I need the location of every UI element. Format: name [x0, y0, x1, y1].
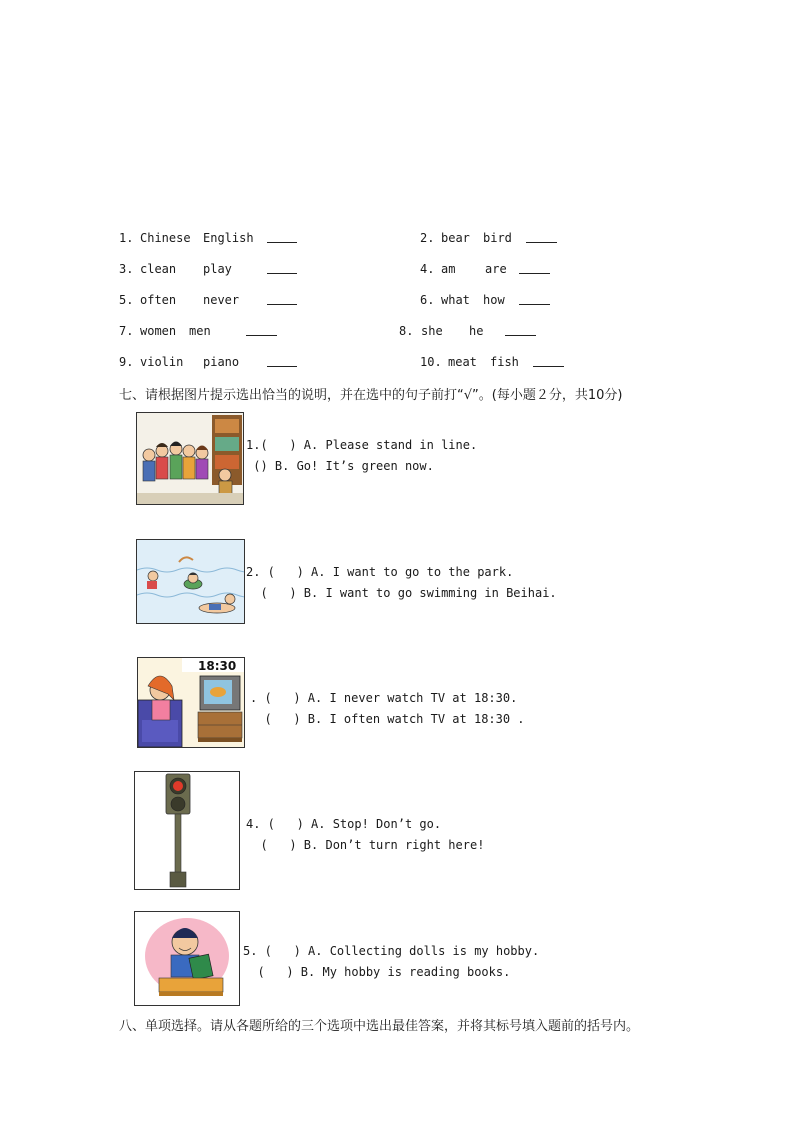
pair-7-word1: women — [140, 324, 177, 338]
pair-10-num: 10. — [420, 355, 442, 369]
pair-3-blank[interactable] — [267, 262, 297, 274]
clock-text: 18:30 — [198, 659, 237, 673]
pair-8-blank[interactable] — [505, 324, 536, 336]
swimming-picture — [136, 539, 245, 624]
pair-3-word1: clean — [140, 262, 177, 276]
q4-option-a[interactable]: 4. ( ) A. Stop! Don’t go. — [246, 817, 442, 831]
pair-8-word1: she — [421, 324, 443, 338]
q5-option-b[interactable]: ( ) B. My hobby is reading books. — [243, 965, 511, 979]
pair-2-word1: bear — [441, 231, 470, 245]
swimming-icon — [137, 540, 244, 623]
pair-10-word1: meat — [448, 355, 477, 369]
pair-7-blank[interactable] — [246, 324, 277, 336]
q2-option-a[interactable]: 2. ( ) A. I want to go to the park. — [246, 565, 514, 579]
pair-2-word2: bird — [483, 231, 512, 245]
pair-3-num: 3. — [119, 262, 134, 276]
q5-option-a[interactable]: 5. ( ) A. Collecting dolls is my hobby. — [243, 944, 540, 958]
pair-5-word1: often — [140, 293, 177, 307]
section-7-title: 七、请根据图片提示选出恰当的说明，并在选中的句子前打“√”。(每小题２分，共10分) — [119, 388, 623, 403]
q3-option-a[interactable]: . ( ) A. I never watch TV at 18:30. — [250, 691, 518, 705]
pair-7-num: 7. — [119, 324, 134, 338]
watching-tv-icon — [138, 658, 244, 747]
pair-1-word1: Chinese — [140, 231, 191, 245]
tv-picture — [137, 657, 245, 748]
reading-picture — [134, 911, 240, 1006]
pair-5-word2: never — [203, 293, 240, 307]
pair-9-num: 9. — [119, 355, 134, 369]
pair-3-word2: play — [203, 262, 232, 276]
pair-4-word2: are — [485, 262, 507, 276]
pair-5-blank[interactable] — [267, 293, 297, 305]
pair-9-blank[interactable] — [267, 355, 297, 367]
pair-10-blank[interactable] — [533, 355, 564, 367]
people-in-line-icon — [137, 413, 243, 504]
pair-6-word2: how — [483, 293, 505, 307]
pair-1-num: 1. — [119, 231, 134, 245]
pair-4-num: 4. — [420, 262, 435, 276]
pair-9-word2: piano — [203, 355, 240, 369]
pair-9-word1: violin — [140, 355, 184, 369]
pair-7-word2: men — [189, 324, 211, 338]
pair-6-word1: what — [441, 293, 470, 307]
q4-option-b[interactable]: ( ) B. Don’t turn right here! — [246, 838, 485, 852]
pair-5-num: 5. — [119, 293, 134, 307]
pair-8-num: 8. — [399, 324, 414, 338]
pair-4-word1: am — [441, 262, 456, 276]
pair-6-blank[interactable] — [519, 293, 550, 305]
pair-1-word2: English — [203, 231, 254, 245]
reading-books-icon — [135, 912, 239, 1005]
q1-option-a[interactable]: 1.( ) A. Please stand in line. — [246, 438, 478, 452]
pair-2-num: 2. — [420, 231, 435, 245]
traffic-light-icon — [135, 772, 239, 889]
q3-option-b[interactable]: ( ) B. I often watch TV at 18:30 . — [250, 712, 525, 726]
pair-8-word2: he — [469, 324, 484, 338]
pair-4-blank[interactable] — [519, 262, 550, 274]
pair-6-num: 6. — [420, 293, 435, 307]
q2-option-b[interactable]: ( ) B. I want to go swimming in Beihai. — [246, 586, 557, 600]
q1-option-b[interactable]: () B. Go! It’s green now. — [246, 459, 434, 473]
pair-10-word2: fish — [490, 355, 519, 369]
traffic-light-picture — [134, 771, 240, 890]
queue-picture — [136, 412, 244, 505]
section-8-title: 八、单项选择。请从各题所给的三个选项中选出最佳答案，并将其标号填入题前的括号内。 — [119, 1019, 640, 1034]
pair-1-blank[interactable] — [267, 231, 297, 243]
pair-2-blank[interactable] — [526, 231, 557, 243]
